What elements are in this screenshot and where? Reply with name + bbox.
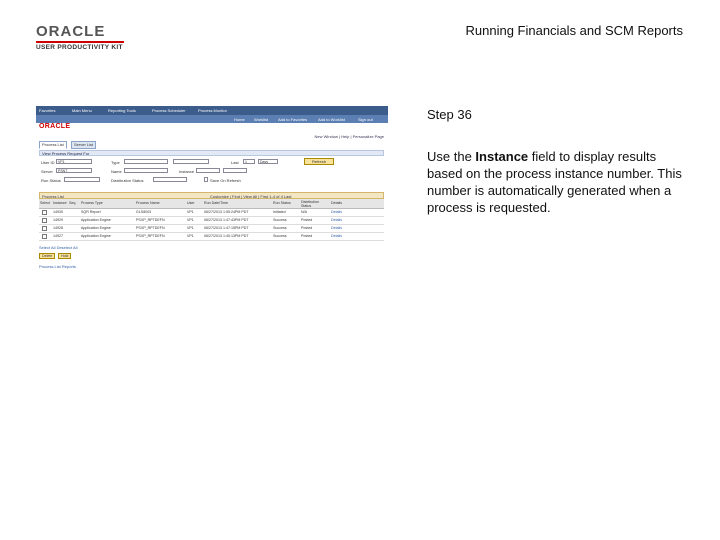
desc-text-after: field to display results based on the process instance number. This number is automatically generated when a process is requested. xyxy=(427,149,682,215)
row-process-type: Application Engine xyxy=(81,226,111,230)
row-user: VP1 xyxy=(187,234,194,238)
row-run-status: Initiated xyxy=(273,210,286,214)
column-distribution-status[interactable]: Distribution Status xyxy=(301,199,319,208)
row-process-type: Application Engine xyxy=(81,234,111,238)
hold-button[interactable]: Hold xyxy=(58,253,71,259)
link-home[interactable]: Home xyxy=(234,116,245,122)
table-row xyxy=(39,232,384,241)
row-instance: 14928 xyxy=(53,226,63,230)
user-id-input[interactable]: VP1 xyxy=(56,159,92,164)
delete-button[interactable]: Delete xyxy=(39,253,55,259)
row-process-type: Application Engine xyxy=(81,218,111,222)
desc-field-name: Instance xyxy=(475,149,529,164)
link-add-to-worklist[interactable]: Add to Worklist xyxy=(318,116,345,122)
tab-process-list[interactable]: Process List xyxy=(39,141,67,149)
last-input[interactable]: 1 xyxy=(243,159,255,164)
save-on-refresh-checkbox[interactable] xyxy=(204,177,208,182)
select-all-links[interactable]: Select All Deselect All xyxy=(39,245,78,250)
grid-title: Process List xyxy=(42,194,64,199)
column-process-name[interactable]: Process Name xyxy=(136,201,160,205)
row-distribution-status: Posted xyxy=(301,234,313,238)
type-label: Type xyxy=(111,160,120,165)
row-instance: 14927 xyxy=(53,234,63,238)
row-instance: 14929 xyxy=(53,218,63,222)
link-worklist[interactable]: Worklist xyxy=(254,116,269,122)
grid-navigation[interactable]: Customize | Find | View All | First 1-4 of 4 Last xyxy=(210,194,292,199)
row-process-name: PSXP_RPTDEFN xyxy=(136,218,165,222)
top-navigation-bar xyxy=(36,106,388,115)
row-checkbox[interactable] xyxy=(42,218,47,223)
server-select[interactable] xyxy=(173,159,209,164)
link-add-to-favorites[interactable]: Add to Favorites xyxy=(278,116,308,122)
column-run-status[interactable]: Run Status xyxy=(273,201,291,205)
row-checkbox[interactable] xyxy=(42,226,47,231)
run-status-select[interactable] xyxy=(64,177,100,182)
row-details-link[interactable]: Details xyxy=(331,234,342,238)
row-distribution-status: Posted xyxy=(301,226,313,230)
column-seq[interactable]: Seq. xyxy=(69,201,77,205)
row-run-time: 06/27/2013 1:40:13PM PDT xyxy=(204,234,249,238)
row-distribution-status: Posted xyxy=(301,218,313,222)
header-links-bar xyxy=(36,115,388,123)
distribution-status-select[interactable] xyxy=(153,177,187,182)
type-select[interactable] xyxy=(124,159,168,164)
row-run-time: 06/27/2013 1:47:15PM PDT xyxy=(204,226,249,230)
desc-text-before: Use the xyxy=(427,149,476,164)
row-details-link[interactable]: Details xyxy=(331,218,342,222)
step-number: Step 36 xyxy=(427,107,472,122)
row-checkbox[interactable] xyxy=(42,234,47,239)
row-run-status: Success xyxy=(273,218,287,222)
column-user[interactable]: User xyxy=(187,201,195,205)
brand-logo xyxy=(39,123,89,132)
name-input[interactable] xyxy=(124,168,168,173)
row-process-name: GLS8003 xyxy=(136,210,152,214)
column-run-date-time[interactable]: Run Date/Time xyxy=(204,201,229,205)
column-instance[interactable]: Instance xyxy=(53,201,67,205)
row-process-type: SQR Report xyxy=(81,210,101,214)
logo-divider xyxy=(36,41,124,43)
row-instance: 14930 xyxy=(53,210,63,214)
row-details-link[interactable]: Details xyxy=(331,210,342,214)
row-checkbox[interactable] xyxy=(42,210,47,215)
application-screenshot xyxy=(36,106,388,272)
nav-favorites[interactable]: Favorites xyxy=(39,108,56,113)
row-user: VP1 xyxy=(187,210,194,214)
instance-to-input[interactable] xyxy=(223,168,247,173)
run-status-label: Run Status xyxy=(41,178,61,183)
last-label: Last xyxy=(231,160,239,165)
nav-process-scheduler[interactable]: Process Scheduler xyxy=(152,108,186,113)
brand-text: ORACLE xyxy=(39,123,71,130)
row-run-status: Success xyxy=(273,234,287,238)
logo-subtitle: USER PRODUCTIVITY KIT xyxy=(36,44,123,51)
server-label: Server xyxy=(41,169,53,174)
link-sign-out[interactable]: Sign out xyxy=(358,116,373,122)
logo-wordmark: ORACLE xyxy=(36,23,106,40)
instance-from-input[interactable] xyxy=(196,168,220,173)
row-run-time: 06/27/2013 1:55:24PM PDT xyxy=(204,210,249,214)
row-run-status: Success xyxy=(273,226,287,230)
nav-reporting-tools[interactable]: Reporting Tools xyxy=(108,108,136,113)
instance-label: Instance xyxy=(179,169,195,174)
row-process-name: PSXP_RPTDEFN xyxy=(136,226,165,230)
days-select[interactable]: Days xyxy=(258,159,278,164)
row-user: VP1 xyxy=(187,226,194,230)
name-label: Name xyxy=(111,169,122,174)
nav-process-monitor[interactable]: Process Monitor xyxy=(198,108,227,113)
column-select: Select xyxy=(40,201,50,205)
user-id-label: User ID xyxy=(41,160,55,165)
row-process-name: PSXP_RPTDEFN xyxy=(136,234,165,238)
process-list-header xyxy=(39,192,384,199)
distribution-status-label: Distribution Status xyxy=(111,178,144,183)
row-user: VP1 xyxy=(187,218,194,222)
row-run-time: 06/27/2013 1:47:43PM PDT xyxy=(204,218,249,222)
save-on-refresh-label: Save On Refresh xyxy=(210,178,241,183)
oracle-upk-logo xyxy=(36,24,126,51)
nav-main-menu[interactable]: Main Menu xyxy=(72,108,92,113)
section-header: View Process Request For xyxy=(39,150,384,156)
row-distribution-status: N/A xyxy=(301,210,307,214)
column-process-type[interactable]: Process Type xyxy=(81,201,103,205)
step-description xyxy=(427,148,689,216)
column-details: Details xyxy=(331,201,342,205)
row-details-link[interactable]: Details xyxy=(331,226,342,230)
page-links[interactable]: New Window | Help | Personalize Page xyxy=(314,134,384,139)
server-input[interactable]: PSNT xyxy=(56,168,92,173)
process-list-reports-link[interactable]: Process List Reports xyxy=(39,264,76,269)
page-title: Running Financials and SCM Reports xyxy=(465,23,683,38)
tab-server-list[interactable]: Server List xyxy=(71,141,96,149)
refresh-button[interactable]: Refresh xyxy=(304,158,334,165)
